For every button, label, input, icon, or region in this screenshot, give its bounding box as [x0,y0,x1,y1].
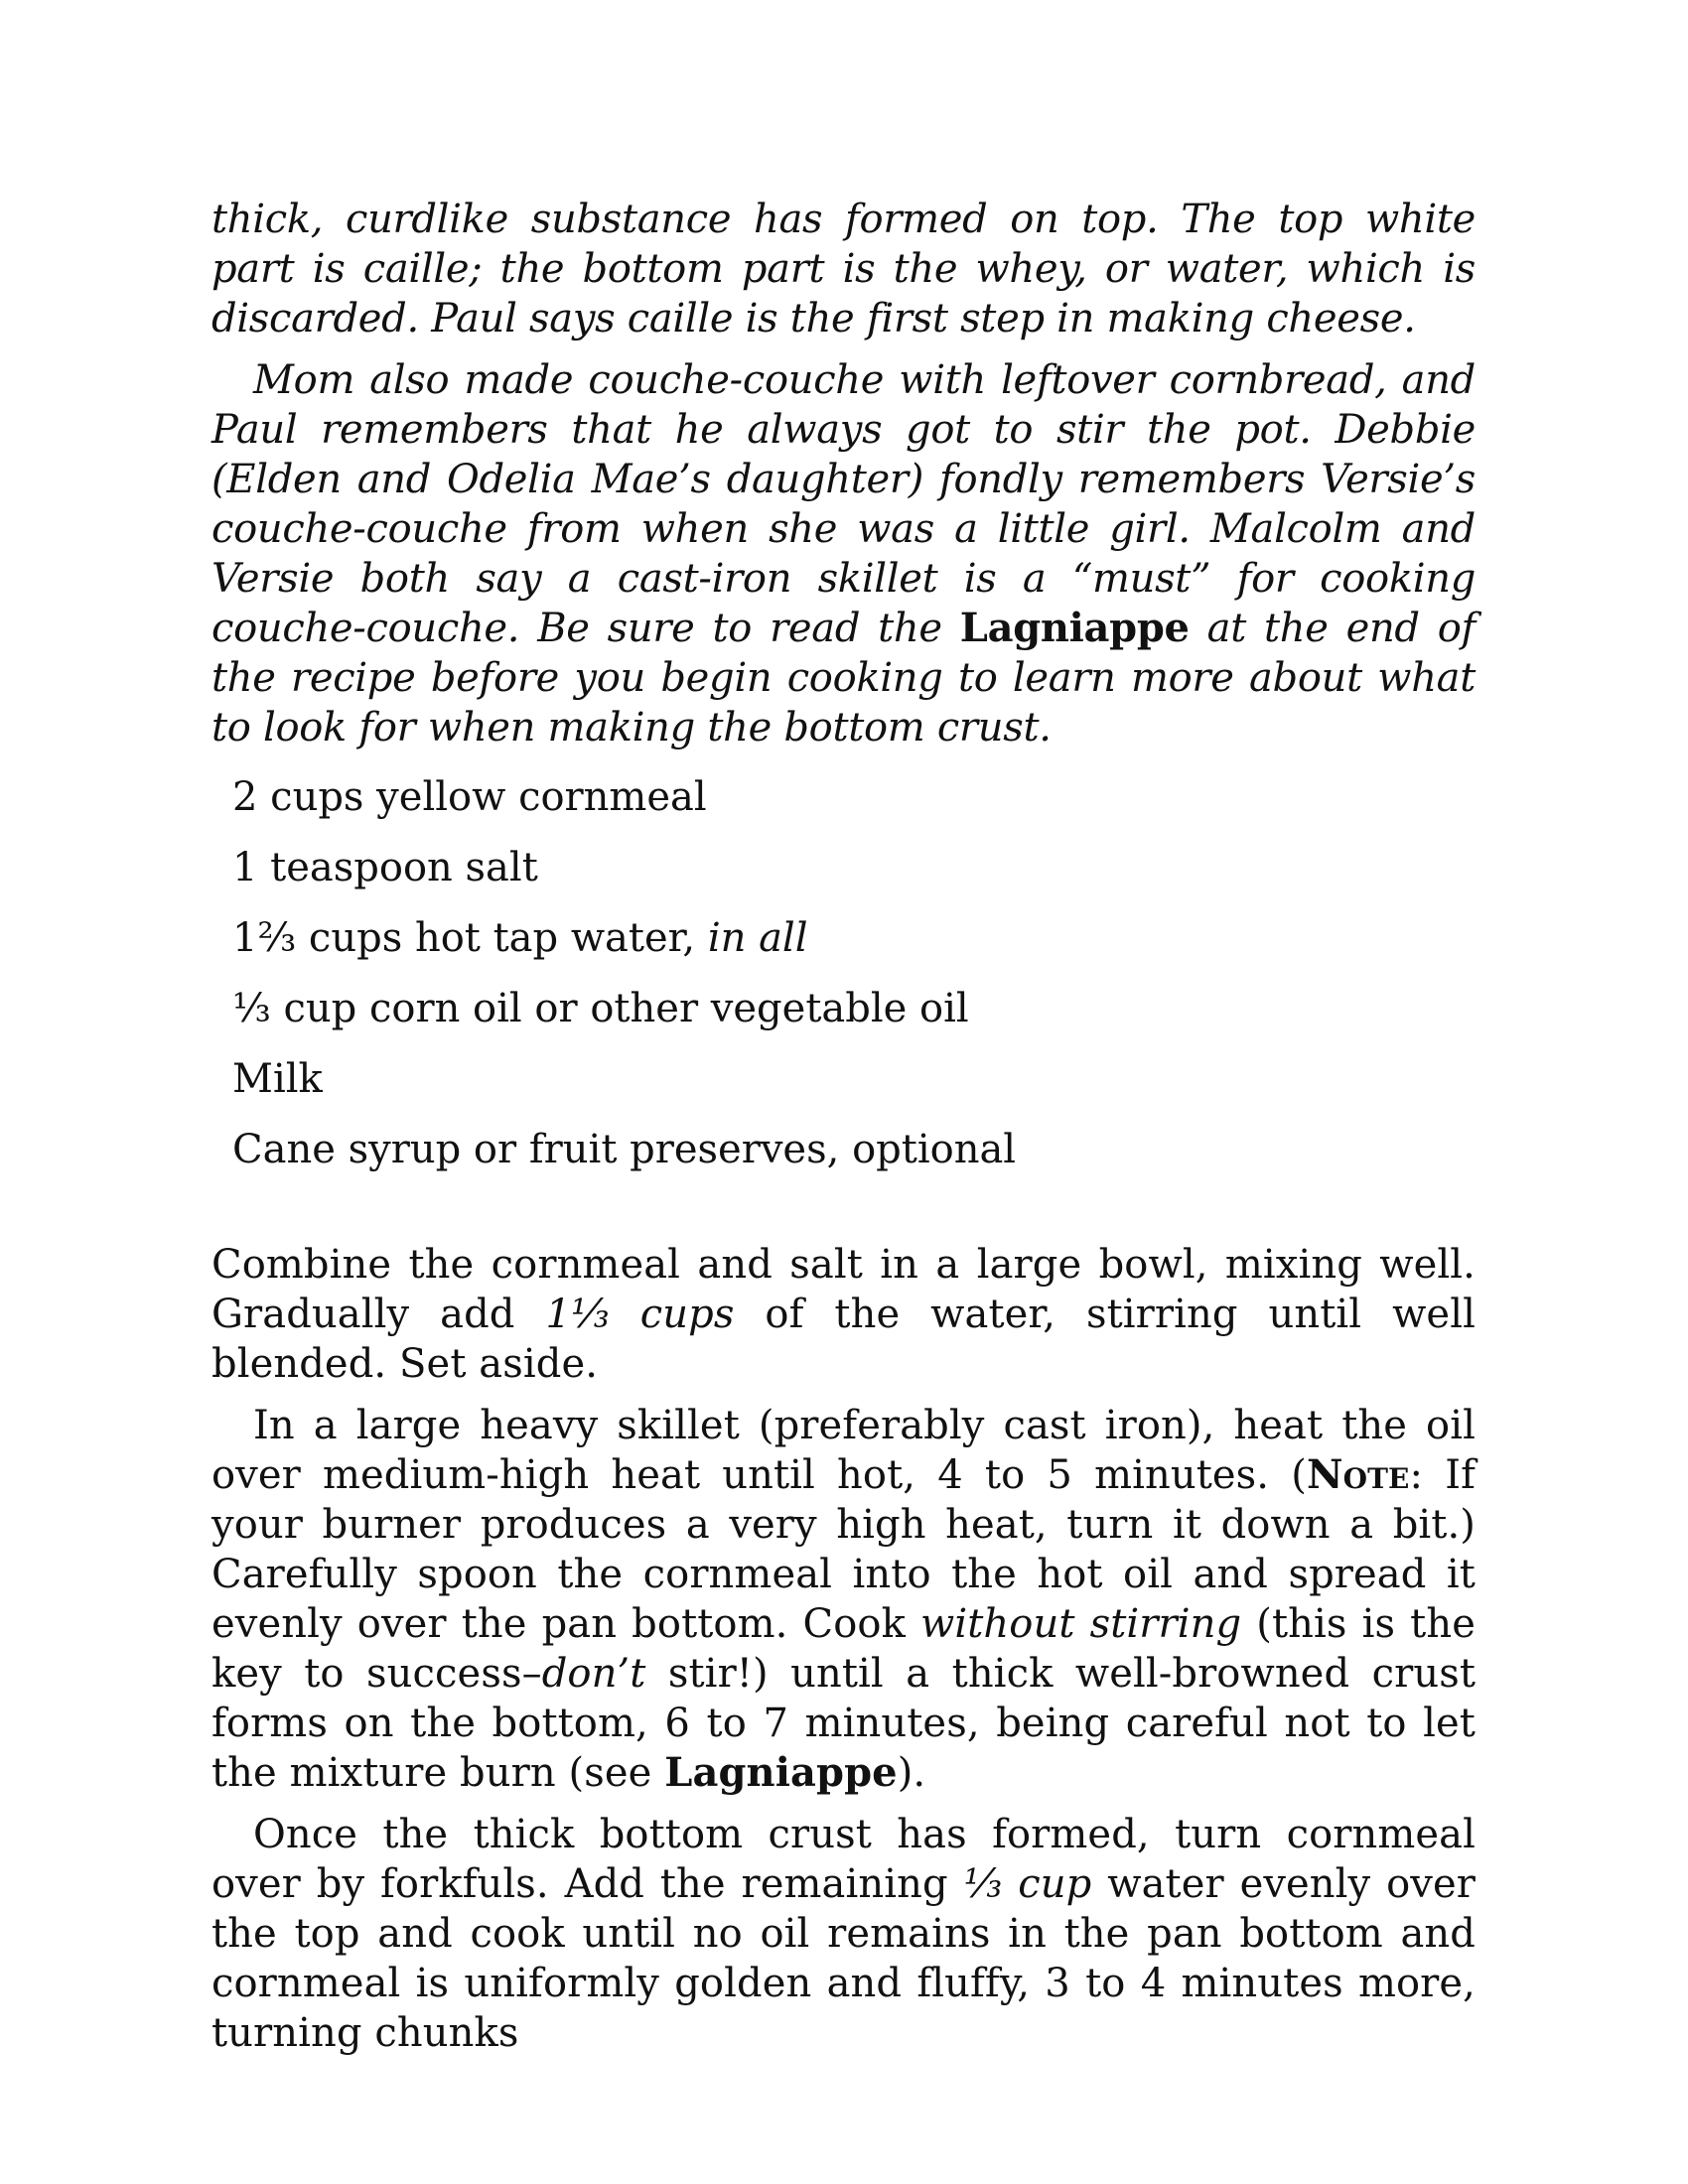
intro-p1-text: thick, curdlike substance has formed on top. The top white part is caille; the bottom part is the whey, or water, which is discarded. Paul says caille is the first step in making cheese. [211,197,1476,341]
page-content [211,195,1477,2056]
method-p3-c: water evenly over the top and cook until no oil remains in the pan bottom and cornmeal is uniformly golden and fluffy, 3 to 4 minutes more, turning chunks [211,1861,1476,2056]
method-paragraph-3 [211,1810,1476,2058]
note-label: Note [1306,1451,1410,1498]
ingredient-item [232,1125,1016,1195]
method-p3-b: ⅓ cup [963,1861,1092,1907]
method-p2-a: In a large heavy skillet (preferably cast iron), heat the oil over medium-high heat until hot, 4 to 5 minutes. ( [211,1403,1476,1498]
method-p2-bold-lagniappe: Lagniappe [664,1749,898,1796]
method-section [211,1240,1476,2058]
ingredient-main: Milk [232,1056,323,1102]
ingredient-main: 2 cups yellow cornmeal [232,774,707,820]
ingredient-list [232,772,1016,1195]
ingredient-item [232,1054,1016,1125]
method-p2-c: without stirring [920,1601,1242,1647]
method-p2-f: stir!) until a thick well-browned crust forms on the bottom, 6 to 7 minutes, being careful not to let the mixture burn (see [211,1651,1476,1796]
method-paragraph-1 [211,1240,1476,1389]
method-p3-a: Once the thick bottom crust has formed, turn cornmeal over by forkfuls. Add the remaining [211,1812,1476,1907]
method-p1-a: Combine the cornmeal and salt in a large bowl, mixing well. Gradually add [211,1242,1476,1337]
intro-p2-bold-lagniappe: Lagniappe [959,605,1190,651]
method-p2-d: (this is the key to success– [211,1601,1476,1697]
ingredient-main: 1⅔ cups hot tap water, [232,915,708,961]
ingredient-main: 1 teaspoon salt [232,845,538,890]
method-p2-h: ). [897,1750,926,1796]
intro-paragraph-1 [211,195,1476,343]
ingredient-item [232,843,1016,913]
intro-p2-after-bold: at the end of the recipe before you begin cooking to learn more about what to look for when making the bottom crust. [211,606,1477,751]
ingredient-item [232,913,1016,984]
ingredient-main: Cane syrup or fruit preserves, optional [232,1127,1017,1172]
ingredient-main: ⅓ cup corn oil or other vegetable oil [232,986,969,1031]
intro-paragraph-2 [211,355,1476,752]
ingredient-note: in all [707,915,808,961]
method-p2-b: : If your burner produces a very high heat, turn it down a bit.) Carefully spoon the cornmeal into the hot oil and spread it evenly over the pan bottom. Cook [211,1452,1476,1647]
ingredient-item [232,772,1016,843]
method-p2-e: don’t [541,1651,646,1697]
ingredient-item [232,984,1016,1054]
method-paragraph-2 [211,1401,1476,1798]
intro-p2-before-bold: Mom also made couche-couche with leftover cornbread, and Paul remembers that he always got to stir the pot. Debbie (Elden and Odelia Mae’s daughter) fondly remembers Versie’s couche-couche from when she was a little girl. Malcolm and Versie both say a cast-iron skillet is a “must” for cooking couche-couche. Be sure to read the [211,357,1476,651]
method-p1-b: 1⅓ cups [545,1292,735,1337]
method-p1-c: of the water, stirring until well blended. Set aside. [211,1292,1476,1387]
